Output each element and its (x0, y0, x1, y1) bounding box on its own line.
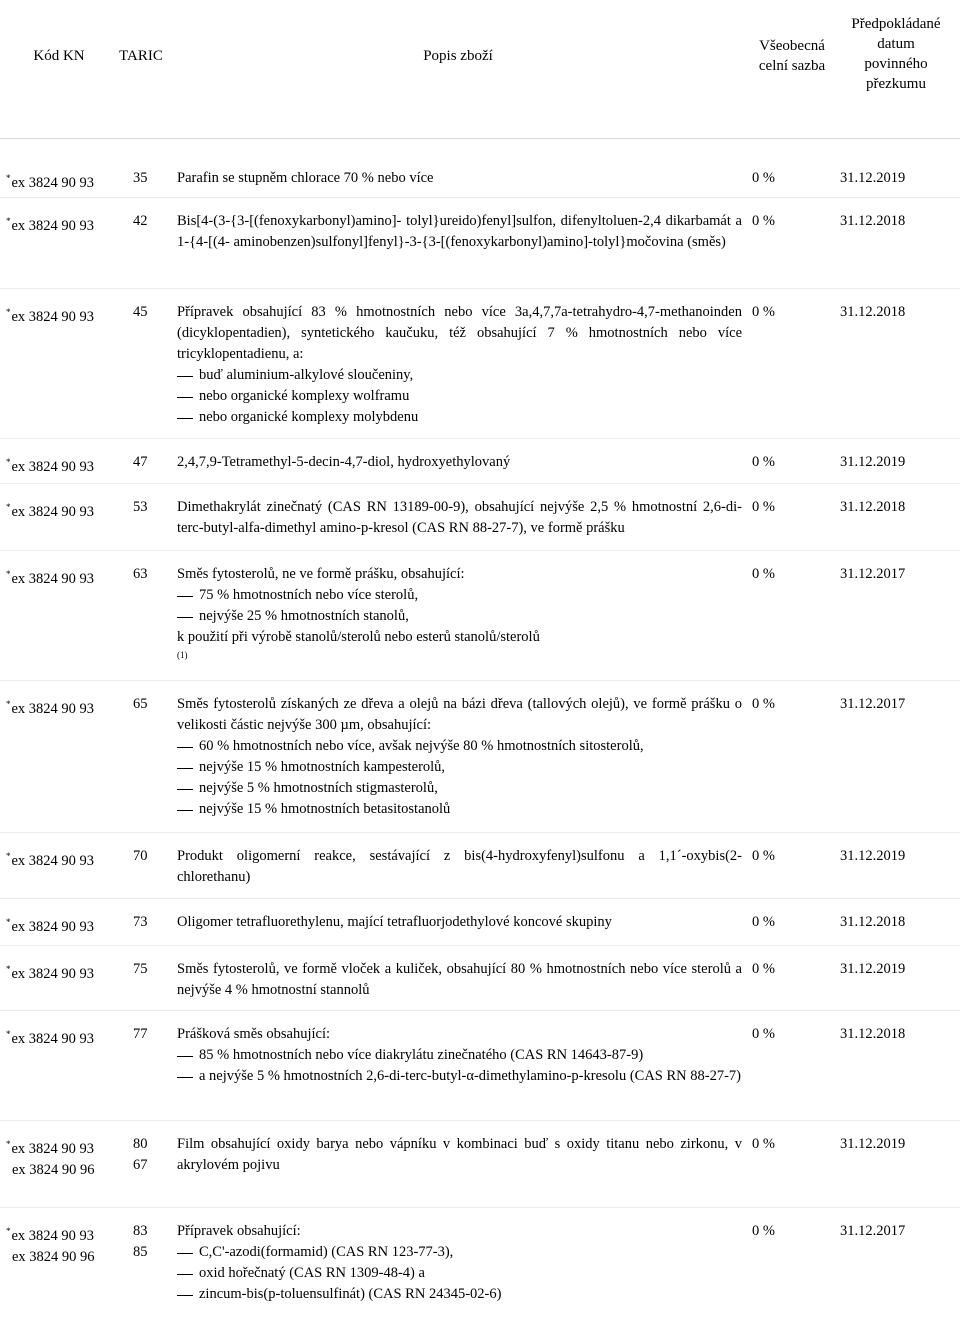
taric-code (133, 302, 163, 323)
cn-code (6, 846, 118, 872)
header-review-date: Předpokládané datum povinného přezkumu (851, 16, 941, 92)
goods-description (177, 846, 742, 888)
cn-code (6, 1221, 118, 1268)
description-dash-item (177, 1242, 742, 1263)
asterisk-mark: * (6, 1226, 11, 1236)
review-date: 31.12.2018 (840, 499, 906, 515)
asterisk-mark: * (6, 1139, 11, 1149)
row-divider (0, 1120, 960, 1121)
description-dash-text: nejvýše 15 % hmotnostních kampesterolů, (199, 759, 446, 775)
asterisk-mark: * (6, 851, 11, 861)
taric-code-text: 73 (133, 914, 148, 930)
description-dash-item (177, 606, 742, 627)
description-dash-text: nebo organické komplexy molybdenu (199, 409, 419, 425)
description-text: k použití při výrobě stanolů/sterolů nebo esterů stanolů/sterolů (177, 629, 540, 645)
description-dash-item (177, 1263, 742, 1284)
cn-code-text: ex 3824 90 93 (11, 966, 95, 982)
description-text: Směs fytosterolů získaných ze dřeva a olejů na bázi dřeva (tallových olejů), ve formě prášku o velikosti částic nejvýše 300 µm, obsahující: (177, 696, 742, 733)
review-date: 31.12.2018 (840, 914, 906, 930)
description-text: Oligomer tetrafluorethylenu, mající tetrafluorjodethylové koncové skupiny (177, 914, 612, 930)
duty-rate: 0 % (752, 304, 775, 320)
taric-code-text: 77 (133, 1026, 148, 1042)
duty-rate: 0 % (752, 914, 775, 930)
cn-code (6, 302, 118, 328)
review-date: 31.12.2019 (840, 170, 906, 186)
cn-code-text: ex 3824 90 93 (11, 309, 95, 325)
description-dash-text: nejvýše 5 % hmotnostních stigmasterolů, (199, 780, 438, 796)
duty-rate: 0 % (752, 848, 775, 864)
row-divider (0, 898, 960, 899)
taric-code-text: 75 (133, 961, 148, 977)
taric-code-text: 42 (133, 213, 148, 229)
row-divider (0, 832, 960, 833)
taric-code (133, 912, 163, 933)
asterisk-mark: * (6, 307, 11, 317)
taric-code-text: 83 (133, 1223, 148, 1239)
description-text: Produkt oligomerní reakce, sestávající z bis(4-hydroxyfenyl)sulfonu a 1,1´-oxybis(2-chlorethanu) (177, 848, 742, 885)
table-header (0, 0, 960, 135)
description-text: Přípravek obsahující: (177, 1223, 301, 1239)
cn-code (6, 168, 118, 194)
dash-mark (177, 789, 193, 790)
dash-mark (177, 418, 193, 419)
description-text: Směs fytosterolů, ve formě vloček a kuliček, obsahující 80 % hmotnostních nebo více sterolů a nejvýše 4 % hmotnostní stannolů (177, 961, 742, 998)
dash-mark (177, 596, 193, 597)
goods-description (177, 1134, 742, 1176)
description-dash-text: 75 % hmotnostních nebo více sterolů, (199, 587, 419, 603)
goods-description (177, 564, 742, 662)
review-date: 31.12.2018 (840, 213, 906, 229)
row-divider (0, 945, 960, 946)
goods-description (177, 452, 742, 473)
duty-rate: 0 % (752, 170, 775, 186)
goods-description (177, 912, 742, 933)
description-text: Bis[4-(3-{3-[(fenoxykarbonyl)amino]- tolyl}ureido)fenyl]sulfon, difenyltoluen-2,4 dikarbamát a 1-{4-[(4- aminobenzen)sulfonyl]fenyl}-3-{3-[(fenoxykarbonyl)amino]-tolyl}močovina (směs) (177, 213, 742, 250)
row-divider (0, 550, 960, 551)
row-divider (0, 1010, 960, 1011)
cn-code-text: ex 3824 90 93 (11, 175, 95, 191)
taric-code-text: 63 (133, 566, 148, 582)
taric-code-text: 70 (133, 848, 148, 864)
description-text: Směs fytosterolů, ne ve formě prášku, obsahující: (177, 566, 465, 582)
dash-mark (177, 1056, 193, 1057)
dash-mark (177, 1274, 193, 1275)
row-divider (0, 438, 960, 439)
duty-rate: 0 % (752, 213, 775, 229)
goods-description (177, 211, 742, 253)
review-date: 31.12.2018 (840, 304, 906, 320)
duty-rate: 0 % (752, 499, 775, 515)
duty-rate: 0 % (752, 566, 775, 582)
taric-code-text: 67 (133, 1157, 148, 1173)
duty-rate: 0 % (752, 1136, 775, 1152)
description-dash-item (177, 736, 742, 757)
description-dash-text: nejvýše 25 % hmotnostních stanolů, (199, 608, 409, 624)
taric-code-text: 65 (133, 696, 148, 712)
description-dash-item (177, 799, 742, 820)
footnote-ref: (1) (177, 650, 188, 660)
description-dash-item (177, 407, 742, 428)
taric-code (133, 452, 163, 473)
cn-code-text: ex 3824 90 96 (12, 1249, 95, 1265)
goods-description (177, 168, 742, 189)
cn-code (6, 564, 118, 590)
dash-mark (177, 768, 193, 769)
review-date: 31.12.2017 (840, 566, 906, 582)
cn-code-text: ex 3824 90 93 (11, 1031, 95, 1047)
description-text: Parafin se stupněm chlorace 70 % nebo více (177, 170, 434, 186)
dash-mark (177, 376, 193, 377)
duty-rate: 0 % (752, 1026, 775, 1042)
cn-code-text: ex 3824 90 93 (11, 1141, 95, 1157)
cn-code-text: ex 3824 90 93 (11, 1228, 95, 1244)
header-taric: TARIC (119, 48, 163, 64)
duty-rate: 0 % (752, 961, 775, 977)
cn-code (6, 1134, 118, 1181)
asterisk-mark: * (6, 216, 11, 226)
review-date: 31.12.2019 (840, 454, 906, 470)
review-date: 31.12.2017 (840, 696, 906, 712)
cn-code (6, 912, 118, 938)
asterisk-mark: * (6, 569, 11, 579)
taric-code-text: 85 (133, 1244, 148, 1260)
asterisk-mark: * (6, 457, 11, 467)
asterisk-mark: * (6, 699, 11, 709)
cn-code-text: ex 3824 90 93 (11, 459, 95, 475)
description-dash-item (177, 1045, 742, 1066)
goods-description (177, 694, 742, 820)
dash-mark (177, 397, 193, 398)
cn-code-text: ex 3824 90 93 (11, 853, 95, 869)
cn-code (6, 1024, 118, 1050)
taric-code-text: 35 (133, 170, 148, 186)
asterisk-mark: * (6, 917, 11, 927)
description-dash-text: oxid hořečnatý (CAS RN 1309-48-4) a (199, 1265, 425, 1281)
taric-code (133, 1024, 163, 1045)
header-description: Popis zboží (423, 48, 493, 64)
review-date: 31.12.2018 (840, 1026, 906, 1042)
description-dash-text: 85 % hmotnostních nebo více diakrylátu zinečnatého (CAS RN 14643-87-9) (199, 1047, 644, 1063)
review-date: 31.12.2019 (840, 848, 906, 864)
cn-code-text: ex 3824 90 93 (11, 701, 95, 717)
dash-mark (177, 617, 193, 618)
taric-code (133, 168, 163, 189)
dash-mark (177, 747, 193, 748)
cn-code (6, 452, 118, 478)
duty-rate: 0 % (752, 1223, 775, 1239)
dash-mark (177, 1253, 193, 1254)
review-date: 31.12.2019 (840, 961, 906, 977)
description-dash-text: 60 % hmotnostních nebo více, avšak nejvýše 80 % hmotnostních sitosterolů, (199, 738, 644, 754)
description-dash-item (177, 365, 742, 386)
description-dash-text: buď aluminium-alkylové sloučeniny, (199, 367, 414, 383)
cn-code-text: ex 3824 90 93 (11, 218, 95, 234)
dash-mark (177, 810, 193, 811)
cn-code-text: ex 3824 90 93 (11, 504, 95, 520)
description-dash-item (177, 386, 742, 407)
description-text: 2,4,7,9-Tetramethyl-5-decin-4,7-diol, hydroxyethylovaný (177, 454, 511, 470)
description-dash-item (177, 778, 742, 799)
asterisk-mark: * (6, 173, 11, 183)
goods-description (177, 959, 742, 1001)
row-divider (0, 680, 960, 681)
description-dash-text: zincum-bis(p-toluensulfinát) (CAS RN 24345-02-6) (199, 1286, 502, 1302)
review-date: 31.12.2017 (840, 1223, 906, 1239)
asterisk-mark: * (6, 964, 11, 974)
duty-rate: 0 % (752, 454, 775, 470)
cn-code (6, 959, 118, 985)
taric-code (133, 564, 163, 585)
row-divider (0, 197, 960, 198)
goods-description (177, 1024, 742, 1087)
description-text: Přípravek obsahující 83 % hmotnostních nebo více 3a,4,7,7a-tetrahydro-4,7-methanoinden (dicyklopentadien), syntetického kaučuku, též obsahující 7 % hmotnostních nebo více tricyklopentadienu, a: (177, 304, 742, 362)
row-divider (0, 288, 960, 289)
description-dash-text: nejvýše 15 % hmotnostních betasitostanolů (199, 801, 451, 817)
taric-code (133, 694, 163, 715)
description-text: Dimethakrylát zinečnatý (CAS RN 13189-00-9), obsahující nejvýše 2,5 % hmotnostní 2,6-di-terc-butyl-alfa-dimethyl amino-p-kresol (CAS RN 88-27-7), ve formě prášku (177, 499, 742, 536)
description-text: Film obsahující oxidy barya nebo vápníku v kombinaci buď s oxidy titanu nebo zirkonu, v akrylovém pojivu (177, 1136, 742, 1173)
header-code: Kód KN (33, 48, 85, 64)
dash-mark (177, 1295, 193, 1296)
review-date: 31.12.2019 (840, 1136, 906, 1152)
cn-code (6, 211, 118, 237)
goods-description (177, 302, 742, 428)
description-dash-item (177, 585, 742, 606)
cn-code (6, 497, 118, 523)
description-dash-item (177, 1284, 742, 1305)
row-divider (0, 1207, 960, 1208)
taric-code-text: 47 (133, 454, 148, 470)
taric-code-text: 45 (133, 304, 148, 320)
goods-description (177, 1221, 742, 1305)
taric-code-text: 53 (133, 499, 148, 515)
row-divider (0, 483, 960, 484)
asterisk-mark: * (6, 1029, 11, 1039)
description-dash-item (177, 1066, 742, 1087)
header-rate: Všeobecná celní sazba (758, 38, 826, 74)
taric-code-text: 80 (133, 1136, 148, 1152)
cn-code-text: ex 3824 90 93 (11, 571, 95, 587)
description-dash-text: a nejvýše 5 % hmotnostních 2,6-di-terc-butyl-α-dimethylamino-p-kresolu (CAS RN 88-27-7) (199, 1068, 741, 1084)
description-dash-text: C,C'-azodi(formamid) (CAS RN 123-77-3), (199, 1244, 454, 1260)
goods-description (177, 497, 742, 539)
taric-code (133, 1221, 163, 1263)
dash-mark (177, 1077, 193, 1078)
taric-code (133, 846, 163, 867)
taric-code (133, 959, 163, 980)
description-dash-text: nebo organické komplexy wolframu (199, 388, 410, 404)
taric-code (133, 497, 163, 518)
taric-code (133, 211, 163, 232)
asterisk-mark: * (6, 502, 11, 512)
description-dash-item (177, 757, 742, 778)
cn-code-text: ex 3824 90 93 (11, 919, 95, 935)
cn-code (6, 694, 118, 720)
header-divider (0, 138, 960, 139)
taric-code (133, 1134, 163, 1176)
duty-rate: 0 % (752, 696, 775, 712)
cn-code-text: ex 3824 90 96 (12, 1162, 95, 1178)
description-text: Prášková směs obsahující: (177, 1026, 331, 1042)
